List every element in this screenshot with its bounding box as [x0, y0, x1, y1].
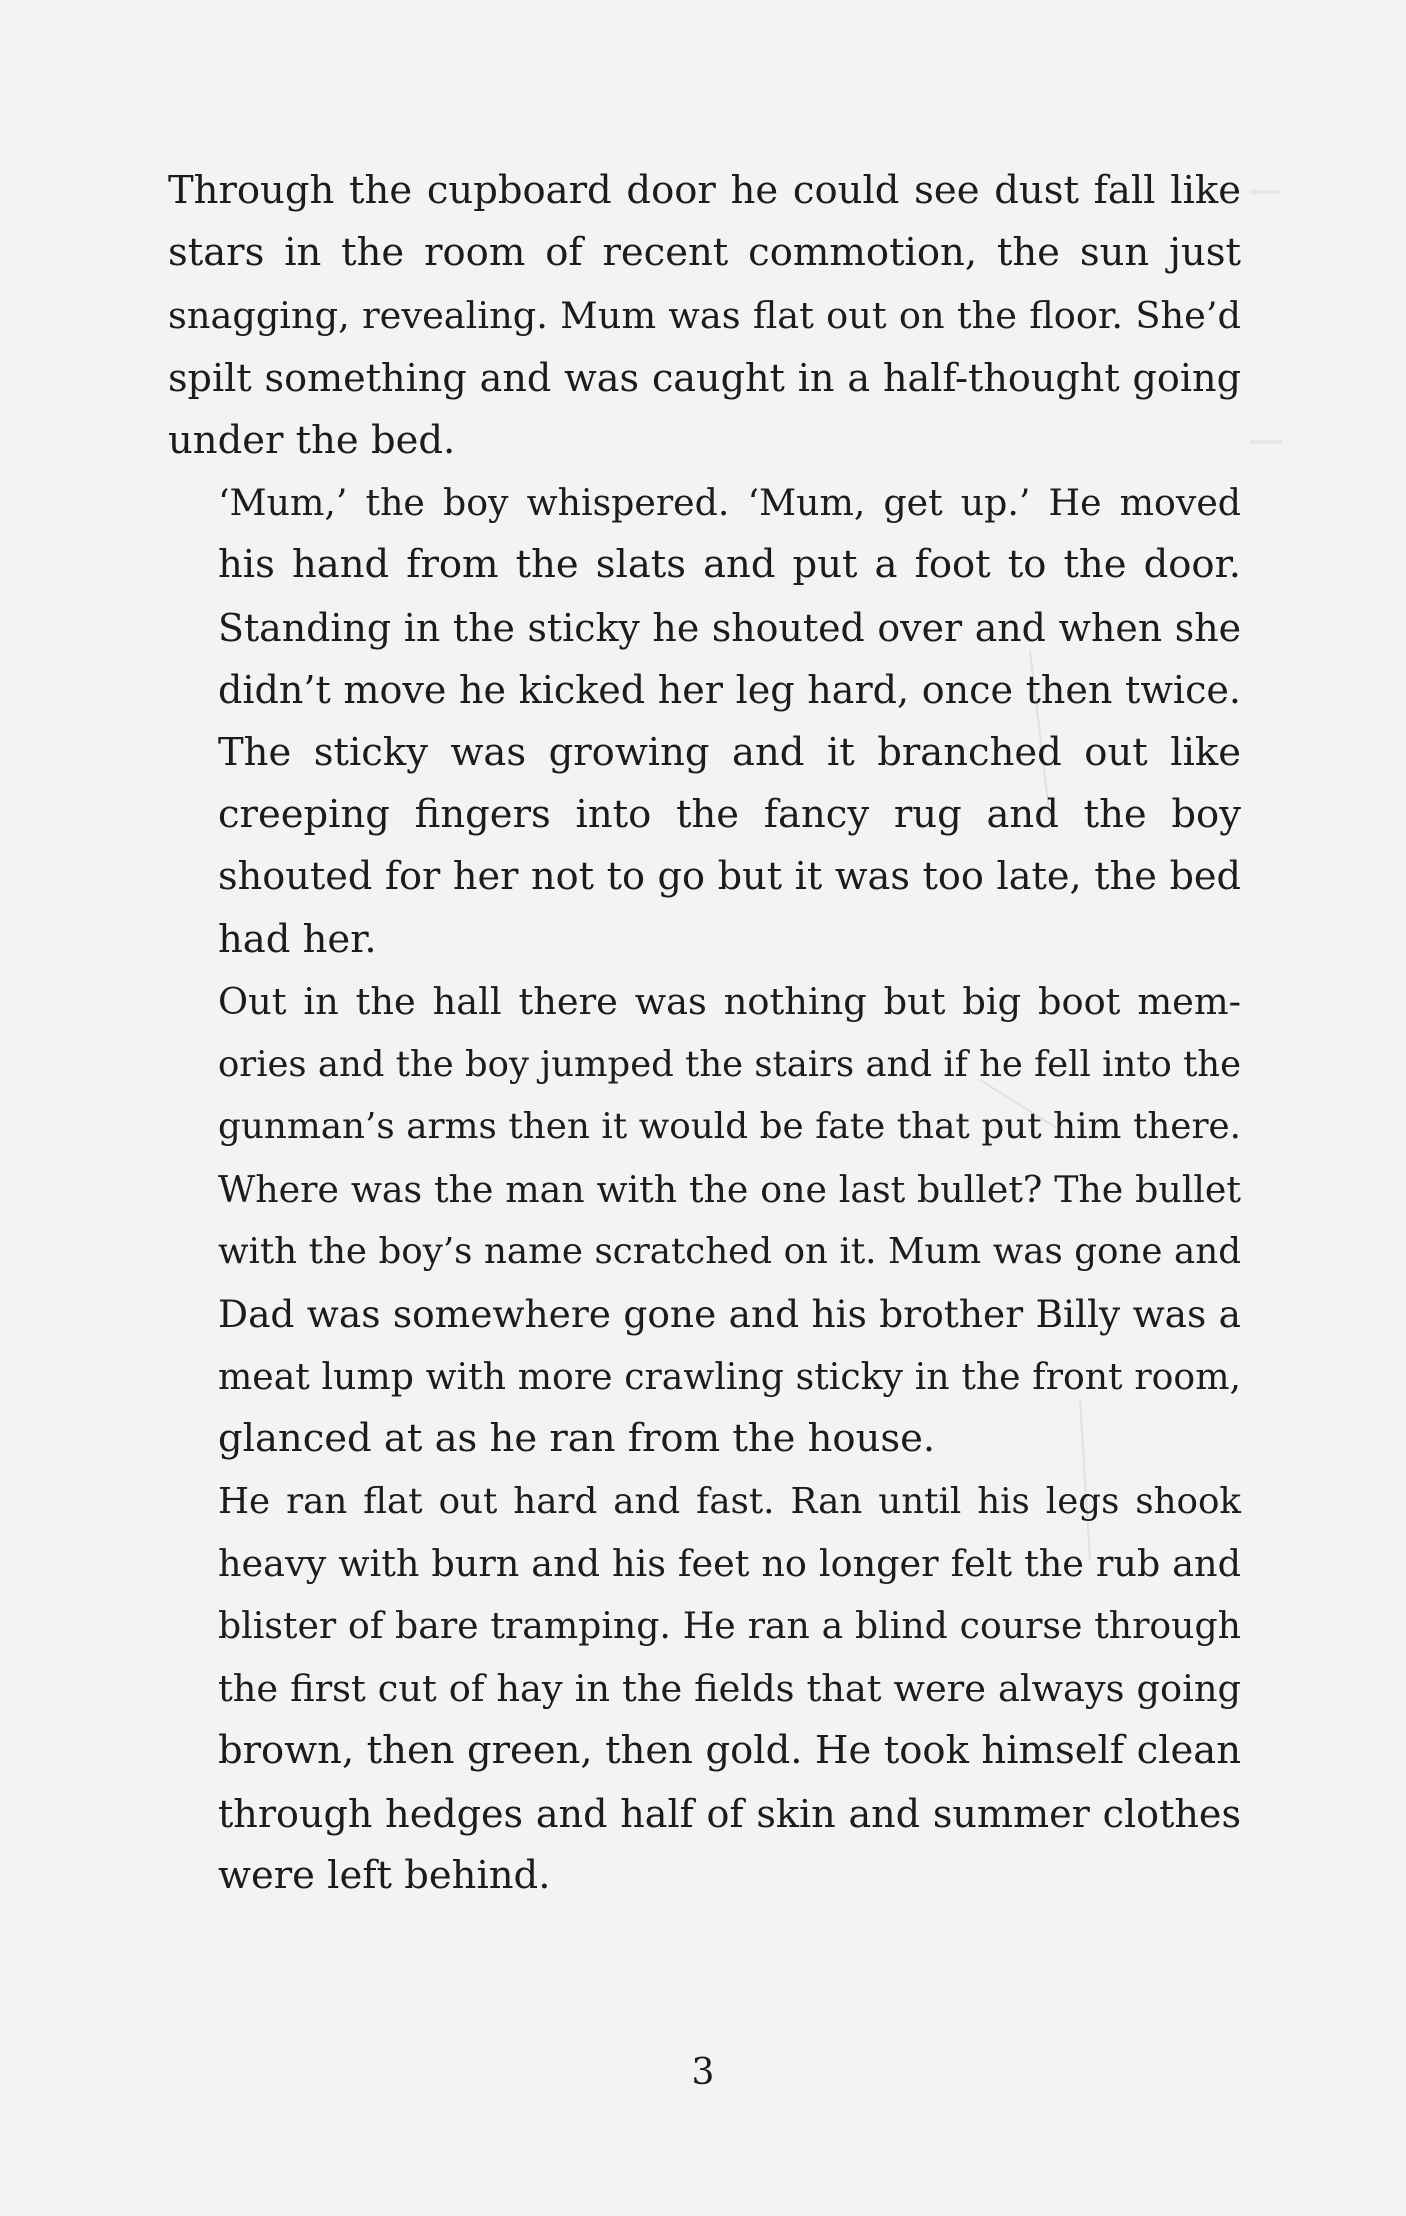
text-line: shouted for her not to go but it was too late, the bed	[218, 855, 1241, 900]
body-text	[168, 160, 1241, 1907]
text-line: heavy with burn and his feet no longer felt the rub and	[218, 1541, 1241, 1585]
text-line: meat lump with more crawling sticky in the front room,	[218, 1354, 1241, 1398]
text-line: Out in the hall there was nothing but big boot mem-	[218, 980, 1241, 1024]
text-line: ‘Mum,’ the boy whispered. ‘Mum, get up.’ He moved	[218, 481, 1241, 525]
text-line: creeping fingers into the fancy rug and the boy	[218, 792, 1241, 838]
text-line: Where was the man with the one last bullet? The bullet	[218, 1167, 1241, 1211]
text-line: He ran flat out hard and fast. Ran until his legs shook	[218, 1480, 1241, 1522]
text-line: gunman’s arms then it would be fate that put him there.	[218, 1106, 1241, 1148]
text-line: were left behind.	[218, 1852, 551, 1898]
text-line: Dad was somewhere gone and his brother Billy was a	[218, 1292, 1241, 1337]
text-line: had her.	[218, 916, 377, 962]
text-line: spilt something and was caught in a half-thought going	[168, 356, 1241, 401]
paragraph-1	[168, 160, 1241, 472]
text-line: under the bed.	[168, 417, 456, 463]
text-line: snagging, revealing. Mum was flat out on the floor. She’d	[168, 293, 1241, 337]
text-line: his hand from the slats and put a foot to the door.	[218, 542, 1241, 588]
text-line: with the boy’s name scratched on it. Mum was gone and	[218, 1230, 1241, 1272]
text-line: glanced at as he ran from the house.	[218, 1416, 936, 1462]
page-number: 3	[691, 2052, 715, 2093]
text-line: through hedges and half of skin and summer clothes	[218, 1791, 1241, 1836]
paragraph-2	[168, 472, 1241, 971]
text-line: brown, then green, then gold. He took himself clean	[218, 1728, 1241, 1774]
text-line: the first cut of hay in the fields that were always going	[218, 1666, 1241, 1710]
text-line: didn’t move he kicked her leg hard, once then twice.	[218, 668, 1241, 713]
text-line: stars in the room of recent commotion, the sun just	[168, 230, 1241, 276]
text-line: The sticky was growing and it branched out like	[218, 729, 1241, 775]
paragraph-3	[168, 971, 1241, 1470]
paragraph-4	[168, 1471, 1241, 1908]
text-line: blister of bare tramping. He ran a blind course through	[218, 1604, 1241, 1648]
text-line: Through the cupboard door he could see dust fall like	[168, 168, 1241, 213]
text-line: ories and the boy jumped the stairs and if he fell into the	[218, 1043, 1241, 1085]
text-line: Standing in the sticky he shouted over and when she	[218, 605, 1241, 650]
